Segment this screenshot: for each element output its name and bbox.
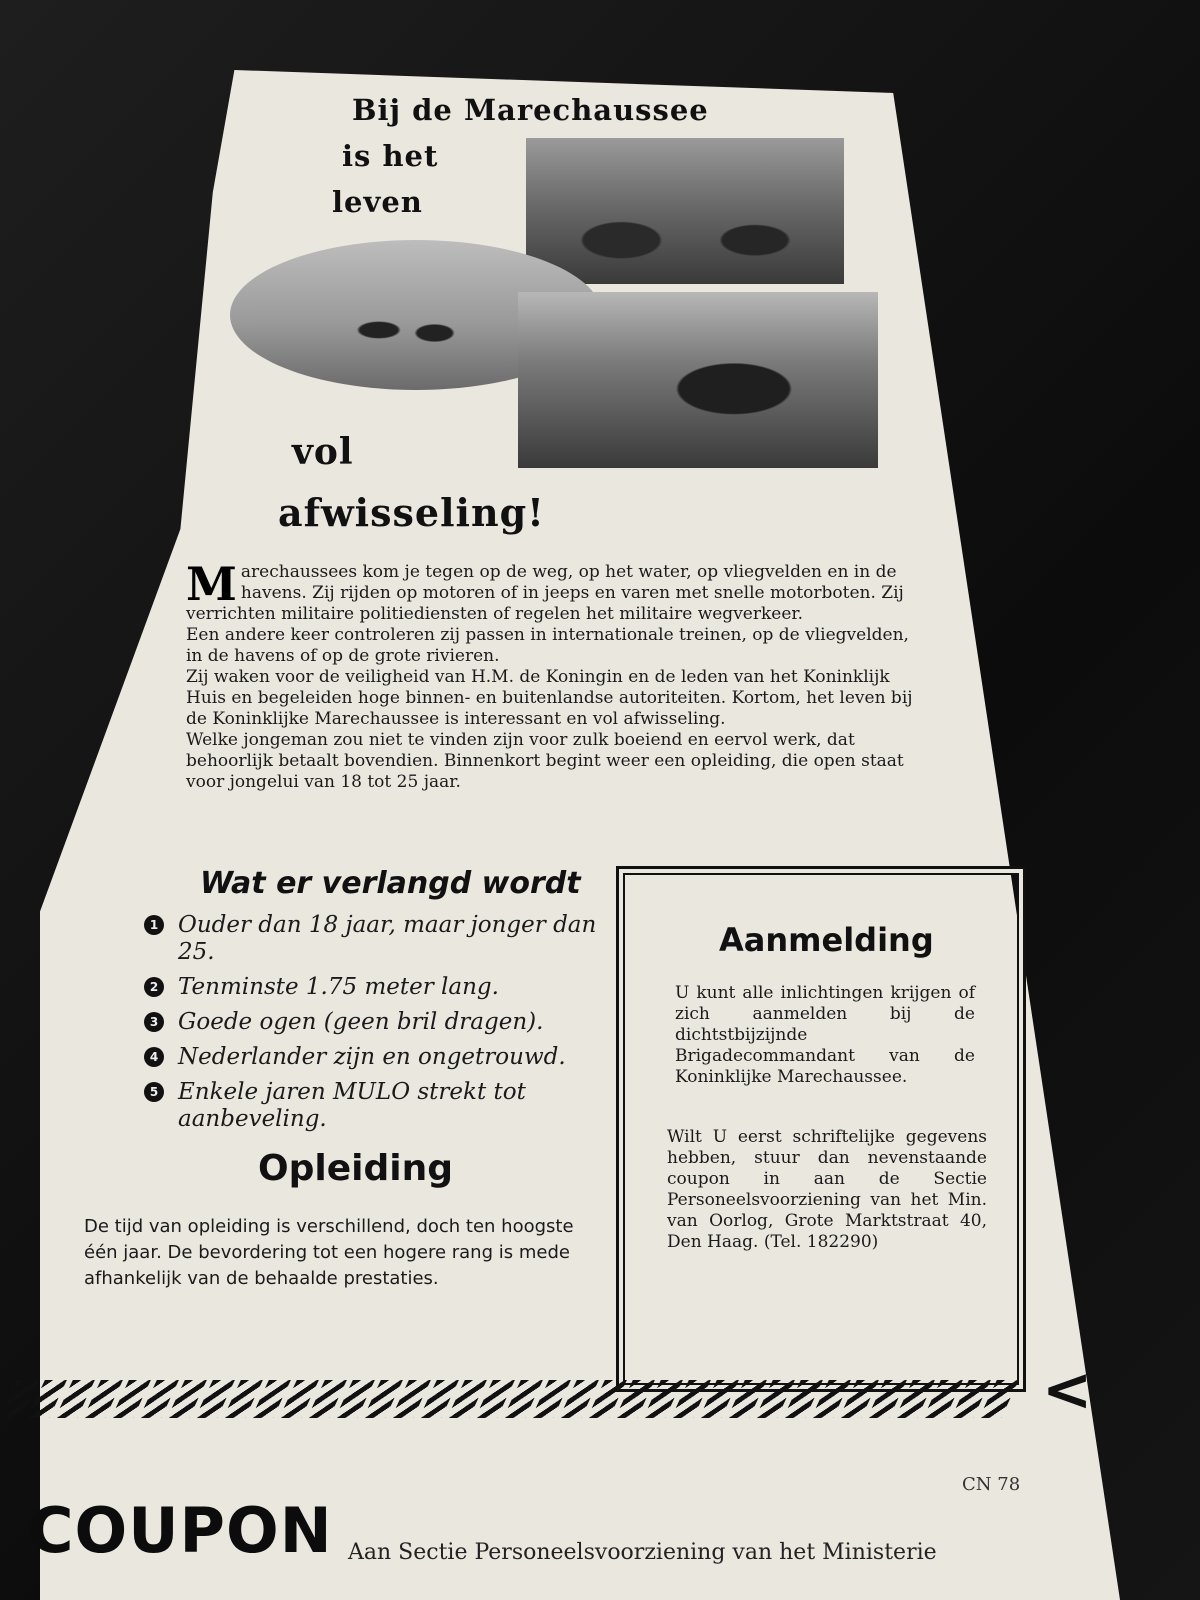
registration-paragraph-1: U kunt alle inlichtingen krijgen of zich aanmelden bij de dichtstbijzijnde Brigadecommandant van de Koninklijke Marechaussee.: [675, 983, 975, 1087]
chevron-divider: [8, 1380, 1028, 1420]
page-code: CN 78: [962, 1474, 1021, 1495]
requirement-text: Tenminste 1.75 meter lang.: [178, 974, 499, 1000]
list-item: [144, 1009, 614, 1036]
requirements-title: Wat er verlangd wordt: [200, 866, 581, 901]
number-badge: 3: [144, 1012, 164, 1032]
list-item: [144, 1044, 614, 1071]
list-item: [144, 974, 614, 1001]
requirements-list: [144, 912, 614, 1141]
training-text: De tijd van opleiding is verschillend, doch ten hoogste één jaar. De bevordering tot een hogere rang is mede afhankelijk van de behaalde prestaties.: [84, 1216, 574, 1289]
intro-dropcap: M: [186, 557, 237, 611]
number-badge: 2: [144, 977, 164, 997]
requirement-text: Ouder dan 18 jaar, maar jonger dan 25.: [178, 912, 597, 965]
list-item: [144, 912, 614, 966]
number-badge: 5: [144, 1082, 164, 1102]
registration-title: Aanmelding: [719, 921, 934, 959]
intro-paragraph: arechaussees kom je tegen op de weg, op het water, op vliegvelden en in de havens. Zij rijden op motoren of in jeeps en varen met snelle motorboten. Zij verrichten militaire politiediensten of regelen het militaire wegverkeer. Een andere keer controleren zij passen in internationale treinen, op de vliegvelden, in de havens of op de grote rivieren. Zij waken voor de veiligheid van H.M. de Koningin en de leden van het Koninklijk Huis en begeleiden hoge binnen- en buitenlandse autoriteiten. Kortom, het leven bij de Koninklijke Marechaussee is interessant en vol afwisseling. Welke jongeman zou niet te vinden zijn voor zulk boeiend en eervol werk, dat behoorlijk betaalt bovendien. Binnenkort begint weer een opleiding, die open staat voor jongelui van 18 tot 25 jaar.: [186, 562, 913, 792]
intro-text-block: [186, 557, 916, 793]
requirement-text: Enkele jaren MULO strekt tot aanbeveling.: [178, 1079, 526, 1132]
coupon-title: COUPON: [28, 1494, 333, 1567]
headline-line-1: Bij de Marechaussee: [352, 93, 709, 127]
training-title: Opleiding: [258, 1148, 453, 1189]
list-item: [144, 1079, 614, 1133]
registration-box: [616, 866, 1026, 1392]
large-chevron-icon: <: [1042, 1355, 1093, 1425]
photo-patrol-boat: [518, 292, 878, 468]
photo-motorcycle-patrol: [526, 138, 844, 284]
coupon-subtitle: Aan Sectie Personeelsvoorziening van het Ministerie: [348, 1540, 937, 1565]
requirement-text: Nederlander zijn en ongetrouwd.: [178, 1044, 566, 1070]
number-badge: 4: [144, 1047, 164, 1067]
requirement-text: Goede ogen (geen bril dragen).: [178, 1009, 544, 1035]
registration-paragraph-2: Wilt U eerst schriftelijke gegevens hebben, stuur dan nevenstaande coupon in aan de Sectie Personeelsvoorziening van het Min. van Oorlog, Grote Marktstraat 40, Den Haag. (Tel. 182290): [667, 1127, 987, 1252]
headline-line-3: leven: [332, 185, 423, 219]
headline-line-2: is het: [342, 139, 439, 173]
headline-line-5: afwisseling!: [278, 490, 545, 535]
number-badge: 1: [144, 915, 164, 935]
headline-line-4: vol: [292, 431, 354, 473]
